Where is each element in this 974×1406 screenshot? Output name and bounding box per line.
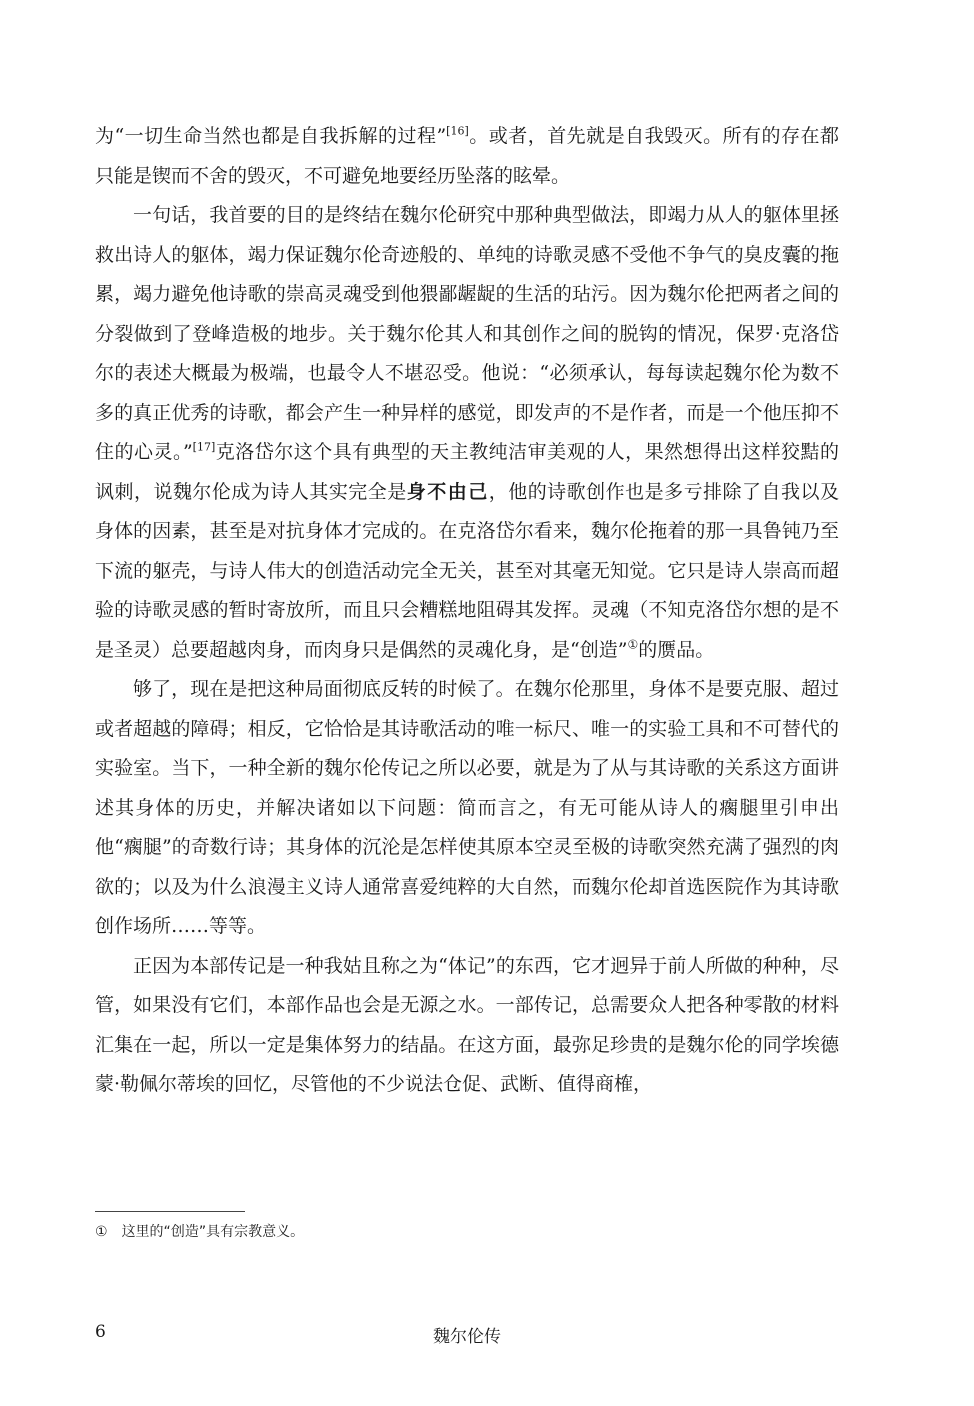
paragraph-1 bbox=[95, 117, 839, 196]
footnote-divider bbox=[95, 1211, 245, 1212]
footnote-reference[interactable]: ① bbox=[627, 637, 639, 652]
paragraph-2-text-a: 一句话，我首要的目的是终结在魏尔伦研究中那种典型做法，即竭力从人的躯体里拯救出诗人的躯体，竭力保证魏尔伦奇迹般的、单纯的诗歌灵感不受他不争气的臭皮囊的拖累，竭力避免他诗歌的崇高灵魂受到他猥鄙龌龊的生活的玷污。因为魏尔伦把两者之间的分裂做到了登峰造极的地步。关于魏尔伦其人和其创作之间的脱钩的情况，保罗·克洛岱尔的表述大概最为极端，也最令人不堪忍受。他说：“必须承认，每每读起魏尔伦为数不多的真正优秀的诗歌，都会产生一种异样的感觉，即发声的不是作者，而是一个他压抑不住的心灵。” bbox=[95, 204, 839, 463]
paragraph-2-text-d: 的赝品。 bbox=[638, 638, 715, 661]
citation-16: [16] bbox=[446, 124, 469, 138]
paragraph-1-text-a: 为“一切生命当然也都是自我拆解的过程” bbox=[95, 125, 447, 147]
page-footer bbox=[95, 1322, 839, 1347]
footnote-mark: ① bbox=[95, 1224, 108, 1240]
paragraph-1-text-b: 。或者，首先就是自我毁灭。所有的存在都只能是锲而不舍的毁灭，不可避免地要经历坠落的眩晕。 bbox=[95, 125, 839, 187]
citation-17: [17] bbox=[192, 440, 216, 454]
paragraph-3: 够了，现在是把这种局面彻底反转的时候了。在魏尔伦那里，身体不是要克服、超过或者超越的障碍；相反，它恰恰是其诗歌活动的唯一标尺、唯一的实验工具和不可替代的实验室。当下，一种全新的魏尔伦传记之所以必要，就是为了从与其诗歌的关系这方面讲述其身体的历史，并解决诸如以下问题：简而言之，有无可能从诗人的瘸腿里引申出他“瘸腿”的奇数行诗；其身体的沉沦是怎样使其原本空灵至极的诗歌突然充满了强烈的肉欲的；以及为什么浪漫主义诗人通常喜爱纯粹的大自然，而魏尔伦却首选医院作为其诗歌创作场所……等等。 bbox=[95, 678, 839, 937]
page-number: 6 bbox=[95, 1322, 106, 1342]
paragraph-4: 正因为本部传记是一种我姑且称之为“体记”的东西，它才迥异于前人所做的种种，尽管，如果没有它们，本部作品也会是无源之水。一部传记，总需要众人把各种零散的材料汇集在一起，所以一定是集体努力的结晶。在这方面，最弥足珍贵的是魏尔伦的同学埃德蒙·勒佩尔蒂埃的回忆，尽管他的不少说法仓促、武断、值得商榷， bbox=[95, 954, 839, 1095]
book-title: 魏尔伦传 bbox=[433, 1327, 501, 1347]
page-body bbox=[95, 117, 839, 1105]
emphasized-phrase: 身不由己 bbox=[406, 480, 489, 503]
paragraph-2-text-b: 克洛岱尔这个具有典型的天主教纯洁审美观的人，果然想得出这样狡黠的讽刺，说魏尔伦成为诗人其实完全是 bbox=[95, 441, 839, 503]
paragraph-2 bbox=[95, 196, 839, 670]
footnote bbox=[95, 1222, 304, 1242]
footnote-text: 这里的“创造”具有宗教意义。 bbox=[121, 1224, 305, 1240]
paragraph-2-text-c: ，他的诗歌创作也是多亏排除了自我以及身体的因素，甚至是对抗身体才完成的。在克洛岱尔看来，魏尔伦拖着的那一具鲁钝乃至下流的躯壳，与诗人伟大的创造活动完全无关，甚至对其毫无知觉。它只是诗人崇高而超验的诗歌灵感的暂时寄放所，而且只会糟糕地阻碍其发挥。灵魂（不知克洛岱尔想的是不是圣灵）总要超越肉身，而肉身只是偶然的灵魂化身，是“创造” bbox=[95, 480, 839, 661]
